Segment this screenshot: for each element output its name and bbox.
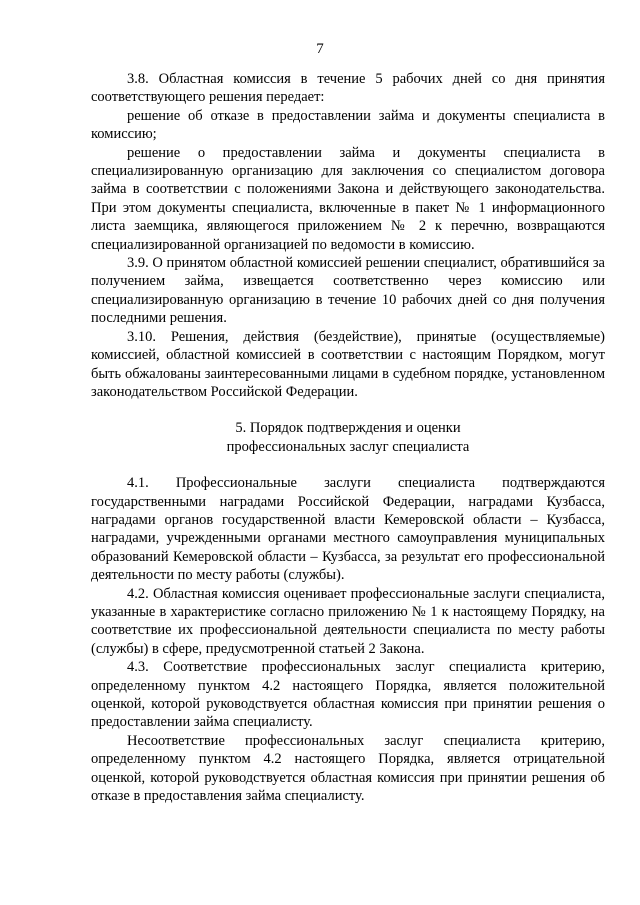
page-number: 7 (316, 41, 324, 57)
paragraph-3-10: 3.10. Решения, действия (бездействие), принятые (осуществляемые) комиссией, областной комиссией в соответствии с настоящим Порядком, могут быть обжалованы заинтересованными лицами в судебном порядке, установленном законодательством Российской Федерации. (91, 328, 605, 400)
section-5-heading (91, 419, 605, 456)
paragraph-non-compliance: Несоответствие профессиональных заслуг специалиста критерию, определенному пунктом 4.2 настоящего Порядка, является отрицательной оценкой, которой руководствуется областная комиссия при принятии решения об отказе в предоставления займа специалисту. (91, 732, 605, 805)
paragraph-3-8: 3.8. Областная комиссия в течение 5 рабочих дней со дня принятия соответствующего решения передает: (91, 71, 605, 106)
paragraph-refusal-decision: решение об отказе в предоставлении займа и документы специалиста в комиссию; (91, 107, 605, 143)
paragraph-grant-decision: решение о предоставлении займа и документы специалиста в специализированную организацию для заключения со специалистом договора займа в соответствии с положениями Закона и действующего законодательства. При этом документы специалиста, включенные в пакет № 1 информационного листа заемщика, являющегося приложением № 2 к перечню, возвращаются специализированной организацией по ведомости в комиссию. (91, 144, 605, 253)
document-body (91, 70, 605, 805)
section-5-heading-line-1: 5. Порядок подтверждения и оценки (235, 420, 461, 437)
paragraph-4-3: 4.3. Соответствие профессиональных заслуг специалиста критерию, определенному пунктом 4.2 настоящего Порядка, является положительной оценкой, которой руководствуется областная комиссия при принятии решения о предоставлении займа специалисту. (91, 659, 605, 731)
paragraph-4-1: 4.1. Профессиональные заслуги специалиста подтверждаются государственными наградами Российской Федерации, наградами Кузбасса, наградами органов государственной власти Кемеровской области – Кузбасса, наградами, учрежденными органами местного самоуправления муниципальных образований Кемеровской области – Кузбасса, за результат его профессиональной деятельности по месту работы (службы). (91, 475, 605, 584)
paragraph-3-9: 3.9. О принятом областной комиссией решении специалист, обратившийся за получением займа, извещается соответственно через комиссию или специализированную организацию в течение 10 рабочих дней со дня получения последними решения. (91, 255, 605, 327)
section-5-heading-line-2: профессиональных заслуг специалиста (226, 438, 470, 455)
paragraph-4-2: 4.2. Областная комиссия оценивает профессиональные заслуги специалиста, указанные в характеристике согласно приложению № 1 к настоящему Порядку, на соответствие их профессиональной деятельности специалиста по месту работы (службы) в сфере, предусмотренной статьей 2 Закона. (91, 585, 605, 657)
